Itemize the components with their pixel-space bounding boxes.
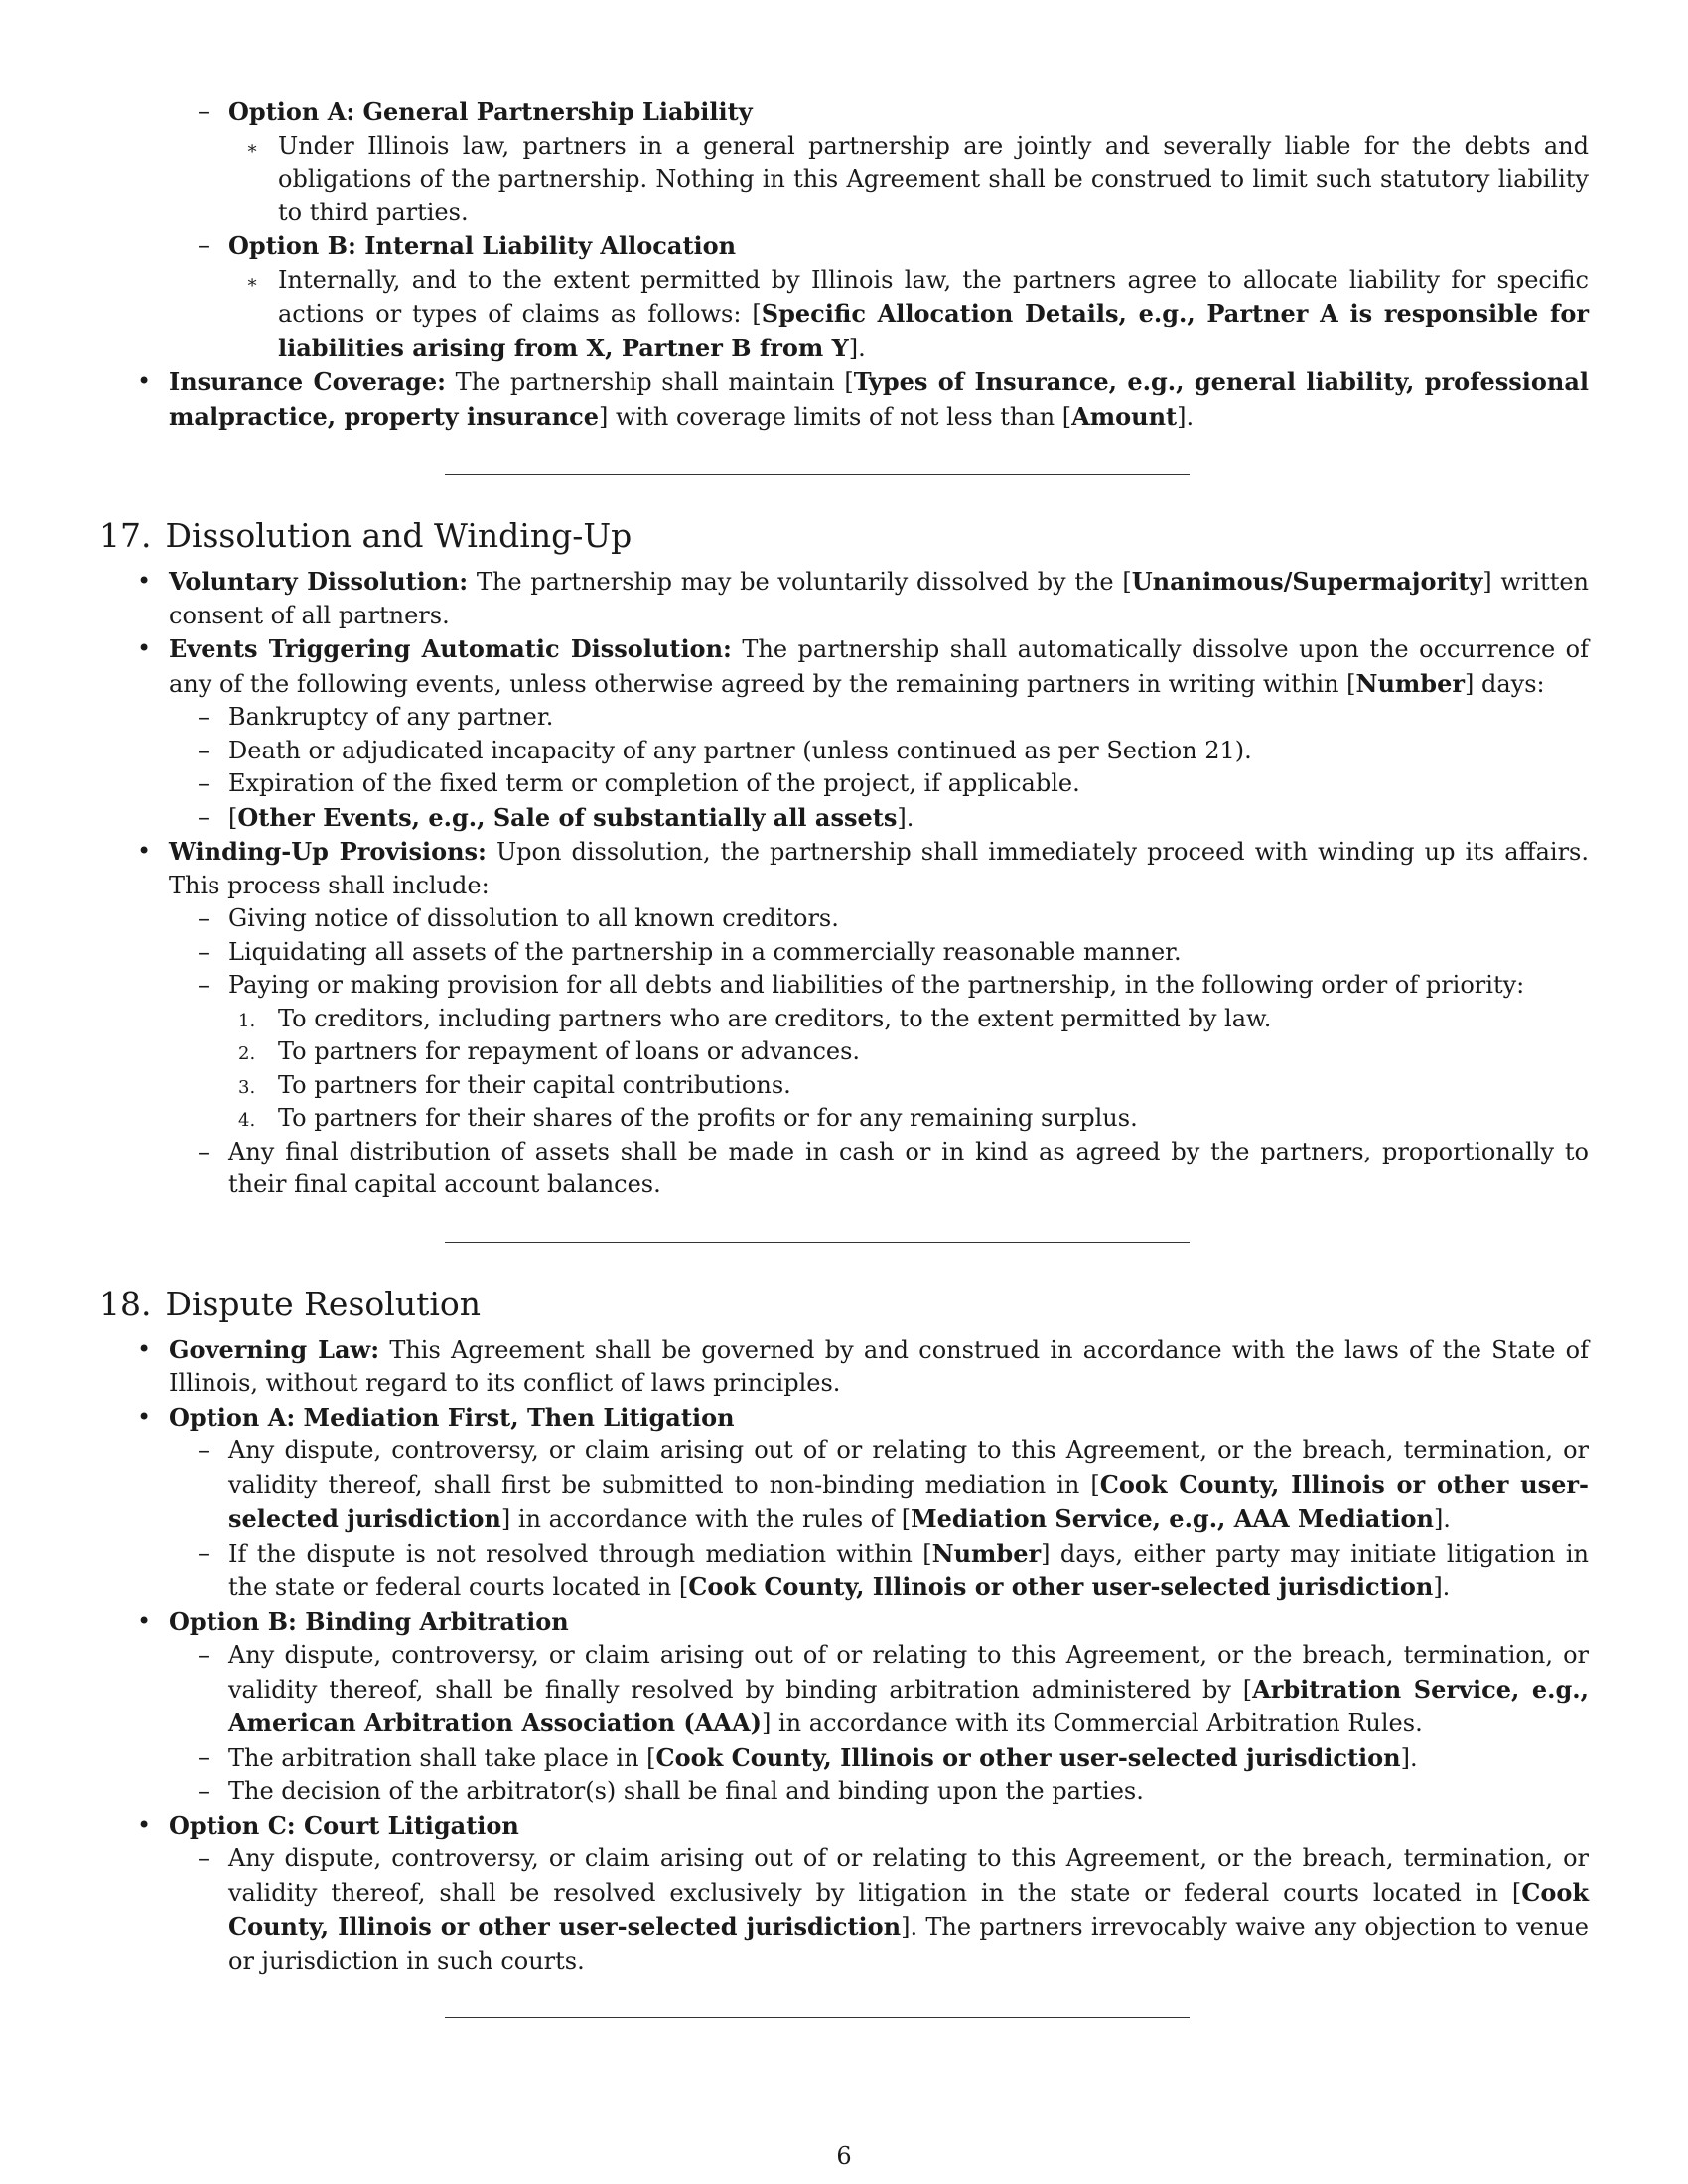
- dash-marker: –: [198, 703, 210, 731]
- automatic-dissolution-item: • Events Triggering Automatic Dissolution: The partnership shall automatically dissolve upon the occurrence of any of the following events, unless otherwise agreed by the remaining partners in writing within [Number] days:: [137, 634, 1589, 698]
- option-b-heading: – Option B: Internal Liability Allocation: [99, 229, 1589, 264]
- section-17-heading: 17. Dissolution and Winding-Up: [99, 516, 633, 555]
- bullet-marker: •: [137, 634, 152, 662]
- winding-up-step: – Liquidating all assets of the partnership in a commercially reasonable manner.: [99, 936, 1589, 970]
- event-item: – Expiration of the fixed term or completion of the project, if applicable.: [99, 767, 1589, 801]
- bullet-marker: •: [137, 837, 152, 865]
- section-17-body: [99, 565, 1589, 1202]
- priority-item: 3. To partners for their capital contributions.: [99, 1069, 1589, 1103]
- litigation-clause: – If the dispute is not resolved through mediation within [Number] days, either party may initiate litigation in the state or federal courts located in [Cook County, Illinois or other user-selected jurisdiction].: [198, 1538, 1590, 1601]
- number-marker: 2.: [238, 1043, 256, 1064]
- number-marker: 4.: [238, 1110, 256, 1131]
- bullet-marker: •: [137, 1402, 152, 1431]
- star-marker: ∗: [246, 271, 259, 293]
- arbitration-location-clause: – The arbitration shall take place in [Cook County, Illinois or other user-selected jurisdiction].: [99, 1741, 1589, 1776]
- section-18-body: [99, 1333, 1589, 1979]
- dash-marker: –: [198, 97, 210, 125]
- arbitration-clause: – Any dispute, controversy, or claim arising out of or relating to this Agreement, or the breach, termination, or validity thereof, shall be finally resolved by binding arbitration administered by [Arbitration Service, e.g., American Arbitration Association (AAA)] in accordance with its Commercial Arbitration Rules.: [198, 1641, 1589, 1737]
- option-b-text: ∗ Internally, and to the extent permitted by Illinois law, the partners agree to allocate liability for specific actions or types of claims as follows: [Specific Allocation Details, e.g., Partner A is responsible for liabilities arising from X, Partner B from Y].: [246, 265, 1589, 362]
- section-18-heading: 18. Dispute Resolution: [99, 1284, 482, 1323]
- dash-marker: –: [198, 1641, 210, 1669]
- dash-marker: –: [198, 1742, 210, 1771]
- voluntary-dissolution-item: • Voluntary Dissolution: The partnership may be voluntarily dissolved by the [Unanimous/Supermajority] written consent of all partners.: [137, 567, 1589, 629]
- dash-marker: –: [198, 231, 210, 259]
- bullet-marker: •: [137, 1334, 152, 1363]
- section-divider: [445, 2017, 1190, 2018]
- winding-up-step: – Giving notice of dissolution to all known creditors.: [99, 902, 1589, 936]
- winding-up-item: • Winding-Up Provisions: Upon dissolution, the partnership shall immediately proceed with winding up its affairs. This process shall include:: [137, 837, 1589, 899]
- court-litigation-clause: – Any dispute, controversy, or claim arising out of or relating to this Agreement, or the breach, termination, or validity thereof, shall be resolved exclusively by litigation in the state or federal courts located in [Cook County, Illinois or other user-selected jurisdiction]. The partners irrevocably waive any objection to venue or jurisdiction in such courts.: [198, 1844, 1589, 1975]
- option-b-arbitration-heading: • Option B: Binding Arbitration: [99, 1605, 1589, 1640]
- bullet-marker: •: [137, 1606, 152, 1635]
- star-marker: ∗: [246, 137, 259, 159]
- event-item: – Death or adjudicated incapacity of any partner (unless continued as per Section 21).: [99, 735, 1589, 768]
- dash-marker: –: [198, 736, 210, 764]
- document-page: [99, 95, 1589, 2018]
- arbitration-final-clause: – The decision of the arbitrator(s) shall be final and binding upon the parties.: [99, 1775, 1589, 1809]
- bullet-marker: •: [137, 567, 152, 595]
- dash-marker: –: [198, 1137, 210, 1165]
- bullet-marker: •: [137, 367, 152, 395]
- priority-item: 4. To partners for their shares of the profits or for any remaining surplus.: [99, 1102, 1589, 1136]
- priority-item: 2. To partners for repayment of loans or advances.: [99, 1035, 1589, 1069]
- dash-marker: –: [198, 971, 210, 999]
- dash-marker: –: [198, 769, 210, 797]
- number-marker: 3.: [238, 1076, 256, 1098]
- winding-up-step: – Paying or making provision for all debts and liabilities of the partnership, in the following order of priority:: [99, 969, 1589, 1003]
- page-number: 6: [836, 2142, 852, 2170]
- event-item: – [Other Events, e.g., Sale of substantially all assets].: [99, 801, 1589, 836]
- priority-item: 1. To creditors, including partners who are creditors, to the extent permitted by law.: [99, 1003, 1589, 1036]
- option-a-mediation-heading: • Option A: Mediation First, Then Litigation: [99, 1401, 1589, 1435]
- section-divider: [445, 1242, 1190, 1243]
- option-c-litigation-heading: • Option C: Court Litigation: [99, 1809, 1589, 1843]
- governing-law-item: • Governing Law: This Agreement shall be governed by and construed in accordance with the laws of the State of Illinois, without regard to its conflict of laws principles.: [137, 1334, 1589, 1397]
- final-distribution-item: – Any final distribution of assets shall be made in cash or in kind as agreed by the partners, proportionally to their final capital account balances.: [198, 1137, 1589, 1198]
- event-item: – Bankruptcy of any partner.: [99, 701, 1589, 735]
- bullet-marker: •: [137, 1810, 152, 1839]
- option-a-heading: – Option A: General Partnership Liability: [99, 95, 1589, 130]
- dash-marker: –: [198, 1777, 210, 1805]
- insurance-coverage-item: • Insurance Coverage: The partnership shall maintain [Types of Insurance, e.g., general liability, professional malpractice, property insurance] with coverage limits of not less than [Amount].: [137, 367, 1589, 431]
- dash-marker: –: [198, 904, 210, 932]
- dash-marker: –: [198, 1844, 210, 1872]
- section-divider: [445, 474, 1190, 475]
- dash-marker: –: [198, 1436, 210, 1464]
- option-a-text: ∗ Under Illinois law, partners in a general partnership are jointly and severally liable for the debts and obligations of the partnership. Nothing in this Agreement shall be construed to limit such statutory liability to third parties.: [246, 131, 1589, 226]
- section-16-continuation: [99, 95, 1589, 434]
- dash-marker: –: [198, 802, 210, 831]
- number-marker: 1.: [238, 1010, 256, 1031]
- dash-marker: –: [198, 1538, 210, 1567]
- mediation-clause: – Any dispute, controversy, or claim arising out of or relating to this Agreement, or the breach, termination, or validity thereof, shall first be submitted to non-binding mediation in [Cook County, Illinois or other user-selected jurisdiction] in accordance with the rules of [Mediation Service, e.g., AAA Mediation].: [198, 1436, 1590, 1533]
- dash-marker: –: [198, 937, 210, 966]
